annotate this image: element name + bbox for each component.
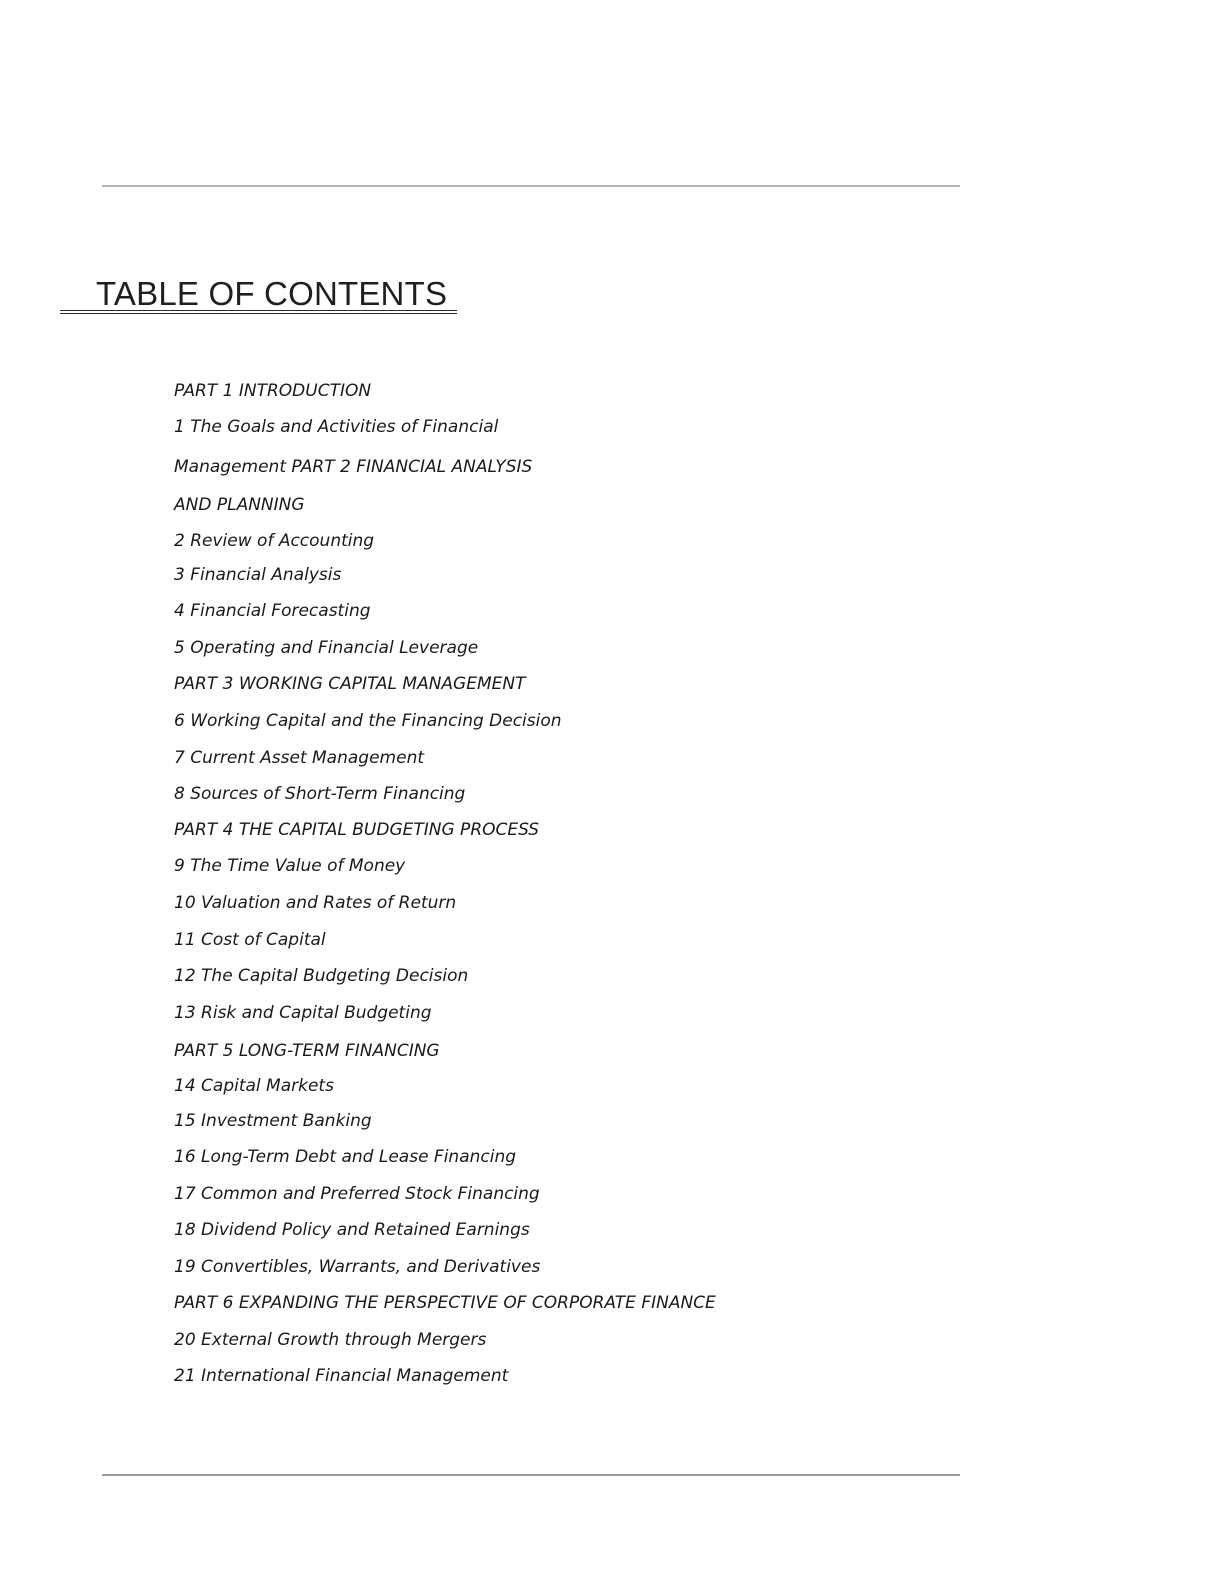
top-divider [102,185,960,187]
toc-chapter-entry: 15 Investment Banking [174,1111,372,1131]
toc-chapter-entry: 4 Financial Forecasting [174,601,371,621]
toc-part-heading: AND PLANNING [174,495,305,515]
toc-part-heading: PART 6 EXPANDING THE PERSPECTIVE OF CORPORATE FINANCE [174,1293,716,1313]
toc-chapter-entry: 6 Working Capital and the Financing Decision [174,711,562,731]
toc-part-heading: PART 1 INTRODUCTION [174,381,372,401]
toc-chapter-entry: Management PART 2 FINANCIAL ANALYSIS [174,457,533,477]
page-title: TABLE OF CONTENTS [96,275,448,312]
bottom-divider [102,1474,960,1476]
toc-part-heading: PART 5 LONG-TERM FINANCING [174,1041,440,1061]
toc-chapter-entry: 2 Review of Accounting [174,531,375,551]
toc-chapter-entry: 16 Long-Term Debt and Lease Financing [174,1147,517,1167]
toc-chapter-entry: 8 Sources of Short-Term Financing [174,784,466,804]
toc-chapter-entry: 20 External Growth through Mergers [174,1330,487,1350]
toc-chapter-entry: 10 Valuation and Rates of Return [174,893,457,913]
toc-chapter-entry: 17 Common and Preferred Stock Financing [174,1184,540,1204]
toc-chapter-entry: 11 Cost of Capital [174,930,326,950]
toc-chapter-entry: 12 The Capital Budgeting Decision [174,966,469,986]
toc-chapter-entry: 3 Financial Analysis [174,565,342,585]
toc-chapter-entry: 21 International Financial Management [174,1366,509,1386]
toc-chapter-entry: 19 Convertibles, Warrants, and Derivatives [174,1257,541,1277]
toc-chapter-entry: 14 Capital Markets [174,1076,334,1096]
toc-chapter-entry: 5 Operating and Financial Leverage [174,638,479,658]
toc-chapter-entry: 18 Dividend Policy and Retained Earnings [174,1220,530,1240]
toc-chapter-entry: 1 The Goals and Activities of Financial [174,417,499,437]
toc-chapter-entry: 7 Current Asset Management [174,748,425,768]
toc-part-heading: PART 3 WORKING CAPITAL MANAGEMENT [174,674,526,694]
title-double-underline [60,310,457,314]
toc-part-heading: PART 4 THE CAPITAL BUDGETING PROCESS [174,820,540,840]
toc-chapter-entry: 9 The Time Value of Money [174,856,406,876]
toc-chapter-entry: 13 Risk and Capital Budgeting [174,1003,432,1023]
